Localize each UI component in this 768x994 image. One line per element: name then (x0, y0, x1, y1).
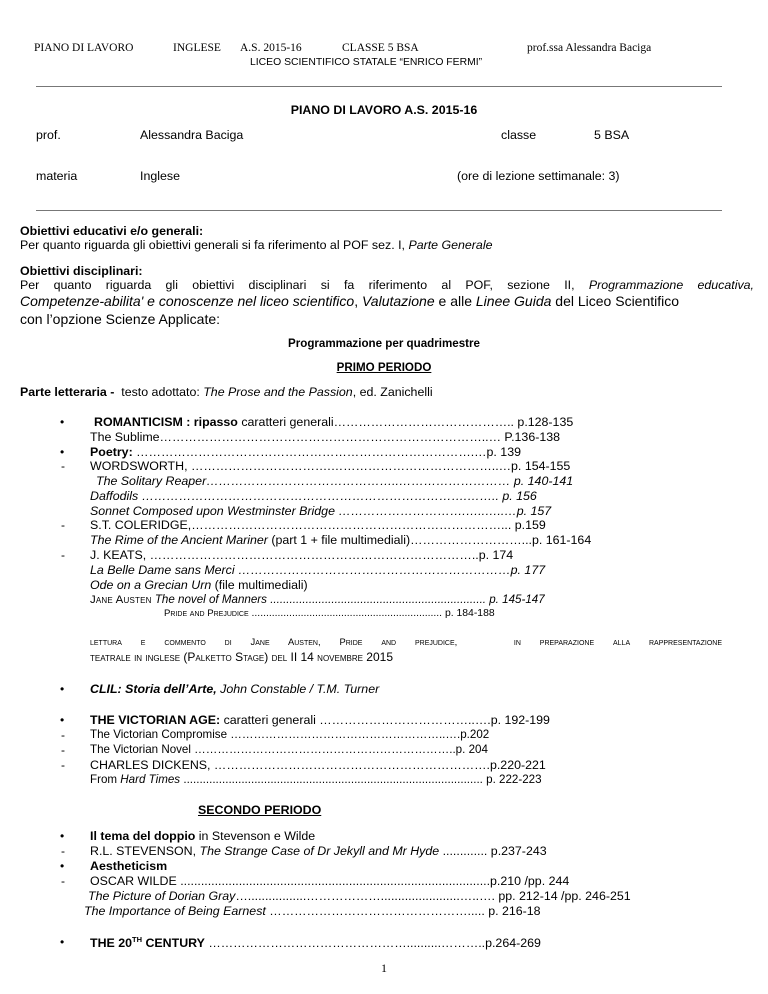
materia-value: Inglese (140, 169, 180, 183)
clil-line: CLIL: Storia dell’Arte, John Constable / T.M. Turner (90, 682, 380, 696)
bullet-icon: • (60, 415, 65, 429)
header-year: A.S. 2015-16 (240, 42, 302, 54)
header-class: CLASSE 5 BSA (342, 42, 419, 54)
bullet-icon: • (60, 829, 65, 843)
dash-marker: - (61, 743, 65, 757)
disciplinary-objectives-line3: con l’opzione Scienze Applicate: (20, 311, 221, 327)
header-school: LICEO SCIENTIFICO STATALE “ENRICO FERMI” (250, 57, 483, 68)
daffodils-line: Daffodils …………………………………………………………………….…….. p. 156 (90, 489, 537, 503)
header-subject: INGLESE (173, 42, 221, 54)
victorian-novel-line: The Victorian Novel …………………………………………………………..p. 204 (90, 743, 488, 756)
pride-prejudice-line: Pride and Prejudice .................................................................. p. 184-188 (164, 608, 495, 619)
secondo-periodo-heading: SECONDO PERIODO (198, 803, 322, 817)
primo-periodo-heading: PRIMO PERIODO (336, 361, 432, 374)
programmazione-heading: Programmazione per quadrimestre (288, 337, 480, 350)
dash-marker: - (61, 459, 65, 473)
dash-marker: - (61, 728, 65, 742)
top-rule (36, 86, 722, 87)
ode-line: Ode on a Grecian Urn (file multimediali) (90, 578, 308, 592)
lettura-line1: lettura e commento di Jane Austen, Pride and prejudice, in preparazione alla rappresentazione (90, 636, 722, 647)
dash-marker: - (61, 844, 65, 858)
dash-marker: - (61, 518, 65, 532)
middle-rule (36, 210, 722, 211)
classe-label: classe (501, 128, 537, 142)
disciplinary-objectives-heading: Obiettivi disciplinari: (20, 264, 143, 278)
header-plan: PIANO DI LAVORO (34, 42, 134, 54)
document-title: PIANO DI LAVORO A.S. 2015-16 (290, 103, 478, 117)
sublime-line: The Sublime……………………………………………………………………..… P.136-138 (90, 430, 561, 444)
lettura-line2: teatrale in inglese (Palketto Stage) del II 14 novembre 2015 (90, 650, 393, 664)
disciplinary-objectives-line2: Competenze-abilita' e conoscenze nel liceo scientifico, Valutazione e alle Linee Guida del Liceo Scientifico (20, 293, 680, 309)
rime-line: The Rime of the Ancient Mariner (part 1 + file multimediali)………………………...p. 161-164 (90, 533, 592, 547)
general-objectives-text: Per quanto riguarda gli obiettivi generali si fa riferimento al POF sez. I, Parte Generale (20, 238, 493, 252)
dash-marker: - (61, 548, 65, 562)
dash-marker: - (61, 758, 65, 772)
ore-settimanali: (ore di lezione settimanale: 3) (457, 169, 620, 183)
twentieth-century-line: THE 20TH CENTURY …………………………………………..........………..p.264-269 (90, 935, 541, 951)
doppio-line: Il tema del doppio in Stevenson e Wilde (90, 829, 316, 843)
bullet-icon: • (60, 682, 65, 696)
romanticism-line: ROMANTICISM : ripasso caratteri generali…………………………………….. p.128-135 (94, 415, 574, 429)
keats-line: J. KEATS, ……………………………………………………………………..p. 174 (90, 548, 514, 562)
prof-value: Alessandra Baciga (140, 128, 244, 142)
general-objectives-heading: Obiettivi educativi e/o generali: (20, 224, 204, 238)
bullet-icon: • (60, 859, 65, 873)
aestheticism-line: Aestheticism (90, 859, 168, 873)
dickens-line: CHARLES DICKENS, ………………………………………………………….p.220-221 (90, 758, 546, 772)
poetry-line: Poetry: ……………………………………………………………………….…p. 139 (90, 445, 521, 459)
austen-line: Jane Austen The novel of Manners ................................................................... p. 145-147 (90, 593, 545, 606)
solitary-reaper-line: The Solitary Reaper………………………………………..……………………… p. 140-141 (96, 474, 574, 488)
belle-dame-line: La Belle Dame sans Merci …………………………………………………………p. 177 (90, 563, 546, 577)
parte-letteraria: Parte letteraria - testo adottato: The Prose and the Passion, ed. Zanichelli (20, 385, 433, 399)
hard-times-line: From Hard Times ............................................................................................. p. 222-223 (90, 773, 542, 786)
header-teacher: prof.ssa Alessandra Baciga (527, 42, 652, 54)
stevenson-line: R.L. STEVENSON, The Strange Case of Dr Jekyll and Mr Hyde ............. p.237-243 (90, 844, 547, 858)
bullet-icon: • (60, 713, 65, 727)
bullet-icon: • (60, 445, 65, 459)
page-number: 1 (381, 961, 387, 975)
materia-label: materia (36, 169, 78, 183)
classe-value: 5 BSA (594, 128, 630, 142)
coleridge-line: S.T. COLERIDGE,…………………………………………………………………... p.159 (90, 518, 546, 532)
bullet-icon: • (60, 935, 65, 949)
victorian-compromise-line: The Victorian Compromise ………………………………………………..….p.202 (90, 728, 490, 741)
prof-label: prof. (36, 128, 61, 142)
victorian-age-line: THE VICTORIAN AGE: caratteri generali ………………………………..….p. 192-199 (90, 713, 550, 727)
sonnet-line: Sonnet Composed upon Westminster Bridge ………………………….…..…..…p. 157 (90, 504, 552, 518)
dorian-gray-line: The Picture of Dorian Gray….................……………….......................…..…. pp. 212-14 /pp. 246-251 (88, 889, 631, 903)
dash-marker: - (61, 874, 65, 888)
wordsworth-line: WORDSWORTH, …………………………….…………………………………..…p. 154-155 (90, 459, 571, 473)
disciplinary-objectives-line1: Per quanto riguarda gli obiettivi disciplinari si fa riferimento al POF, sezione II, Programmazione educativa, (20, 278, 754, 292)
earnest-line: The Importance of Being Earnest …………………………………………..... p. 216-18 (84, 904, 541, 918)
wilde-line: OSCAR WILDE ..........................................................................................p.210 /pp. 244 (90, 874, 570, 888)
